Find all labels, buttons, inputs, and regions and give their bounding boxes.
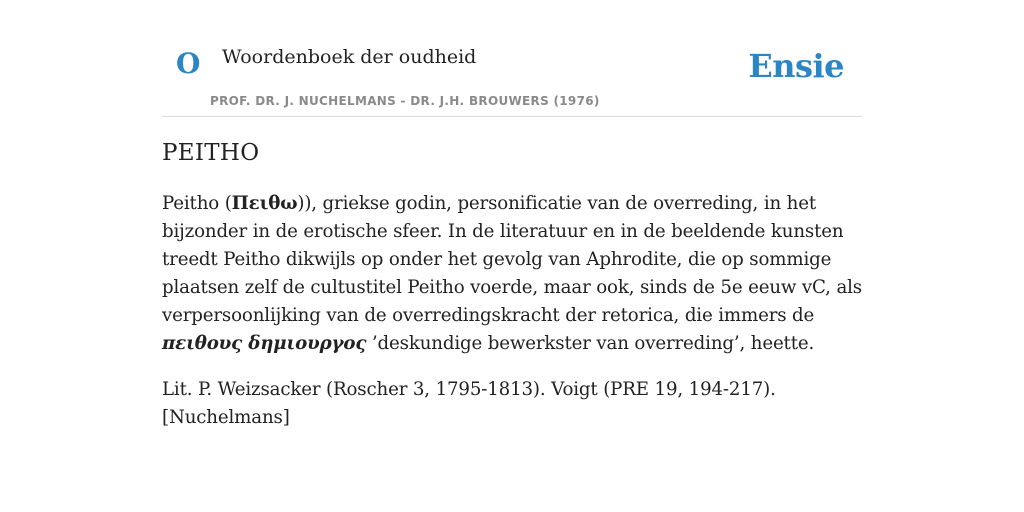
entry-paragraph — [162, 190, 862, 358]
ensie-logo[interactable]: Ensie — [748, 47, 844, 85]
literature-paragraph: Lit. P. Weizsacker (Roscher 3, 1795-1813). Voigt (PRE 19, 194-217). [Nuchelmans] — [162, 378, 776, 428]
entry-title: PEITHO — [162, 140, 260, 166]
entry-text-part3: ’deskundige bewerkster van overreding’, heette. — [366, 332, 815, 354]
entry-content — [162, 140, 862, 450]
greek-phrase: πειθους δημιουργος — [162, 332, 367, 354]
book-authors: PROF. DR. J. NUCHELMANS - DR. J.H. BROUWERS (1976) — [210, 94, 600, 108]
entry-text-part1: Peitho ( — [162, 192, 232, 214]
book-title[interactable]: Woordenboek der oudheid — [222, 46, 477, 68]
greek-term: Πειθω — [231, 192, 298, 214]
index-letter[interactable]: O — [176, 47, 201, 80]
header — [162, 0, 862, 117]
entry-text-part2: )), griekse godin, personificatie van de overreding, in het bijzonder in de erotische sfeer. In de literatuur en in de beeldende kunsten treedt Peitho dikwijls op onder het gevolg van Aphrodite, die op sommige plaatsen zelf de cultustitel Peitho voerde, maar ook, sinds de 5e eeuw vC, als verpersoonlijking van de overredingskracht der retorica, die immers de — [162, 192, 862, 326]
